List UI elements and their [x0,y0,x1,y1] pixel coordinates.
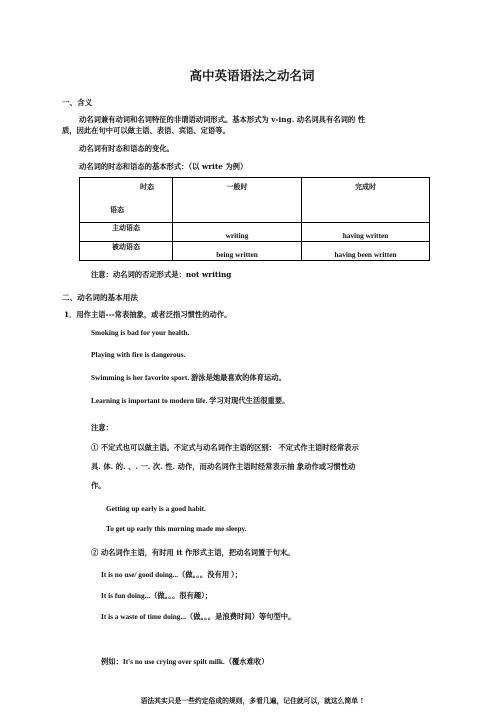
usage-item-1: 1．用作主语---常表抽象，或者泛指习惯性的动作。 [64,310,232,319]
example-sentence: Smoking is bad for your health. [91,328,190,337]
page-footer: 语法其实只是一些约定俗成的规则，多看几遍，记住就可以，就这么简单 ! [140,697,364,705]
example-sentence: To get up early this morning made me sleepy. [106,524,247,533]
tense-voice-table [79,177,430,261]
note-1-line2: 具. 体. 的. 、. 一. 次. 性. 动作，而动名词作主语时经常表示抽 象动作或习惯性动 [91,462,356,471]
paragraph-table-intro: 动名词的时态和语态的基本形式：（以 write 为例） [79,162,248,171]
corner-label-tense: 时态 [140,182,154,191]
table-row [80,223,430,242]
note-2: ② 动名词作主语，有时用 it 作形式主语，把动名词置于句末。 [91,548,295,557]
section-2-heading: 二、动名词的基本用法 [62,293,138,302]
table-row [80,242,430,261]
example-sentence: Playing with fire is dangerous. [91,350,186,359]
example-sentence: Getting up early is a good habit. [106,504,206,513]
table-cell: having written [302,223,430,242]
table-cell: having been written [302,242,430,261]
column-header-simple: 一般时 [173,178,302,223]
sentence-pattern: It is fun doing...（做。。。很有趣）； [101,591,213,600]
example-sentence: Learning is important to modern life. 学习对现代生活很重要。 [91,396,290,405]
row-header-active: 主动语态 [80,223,173,242]
example-sentence: Swimming is her favorite sport. 游泳是她最喜欢的体育运动。 [91,373,286,382]
table-corner-cell [80,178,173,223]
column-header-perfect: 完成时 [302,178,430,223]
note-1-line3: 作。 [91,481,106,490]
paragraph-definition-line2: 质，因此在句中可以做主语、表语、宾语、定语等。 [62,126,230,135]
sentence-pattern: It is a waste of time doing...（做。。。是浪费时间）等句型中。 [101,612,296,621]
corner-label-voice: 语态 [110,205,124,214]
attention-label: 注意： [91,423,113,432]
example-with-idiom: 例如：It's no use crying over spilt milk.（覆水难收） [101,657,269,666]
paragraph-definition-line1: 动名词兼有动词和名词特征的非谓语动词形式。基本形式为 v-ing. 动名词具有名词的 性 [79,115,365,124]
paragraph-tense-voice: 动名词有时态和语态的变化。 [79,144,174,153]
sentence-pattern: It is no use/ good doing...（做。。。没有用 ）； [101,570,242,579]
negative-form-note: 注意：动名词的否定形式是：not writing [91,270,232,279]
note-1-line1: ① 不定式也可以做主语。不定式与动名词作主语的区别： 不定式作主语时经常表示 [91,443,359,452]
table-cell: being written [173,242,302,261]
table-cell: writing [173,223,302,242]
page-title: 高中英语语法之动名词 [189,68,315,83]
section-1-heading: 一、含义 [62,98,93,107]
row-header-passive: 被动语态 [80,242,173,261]
